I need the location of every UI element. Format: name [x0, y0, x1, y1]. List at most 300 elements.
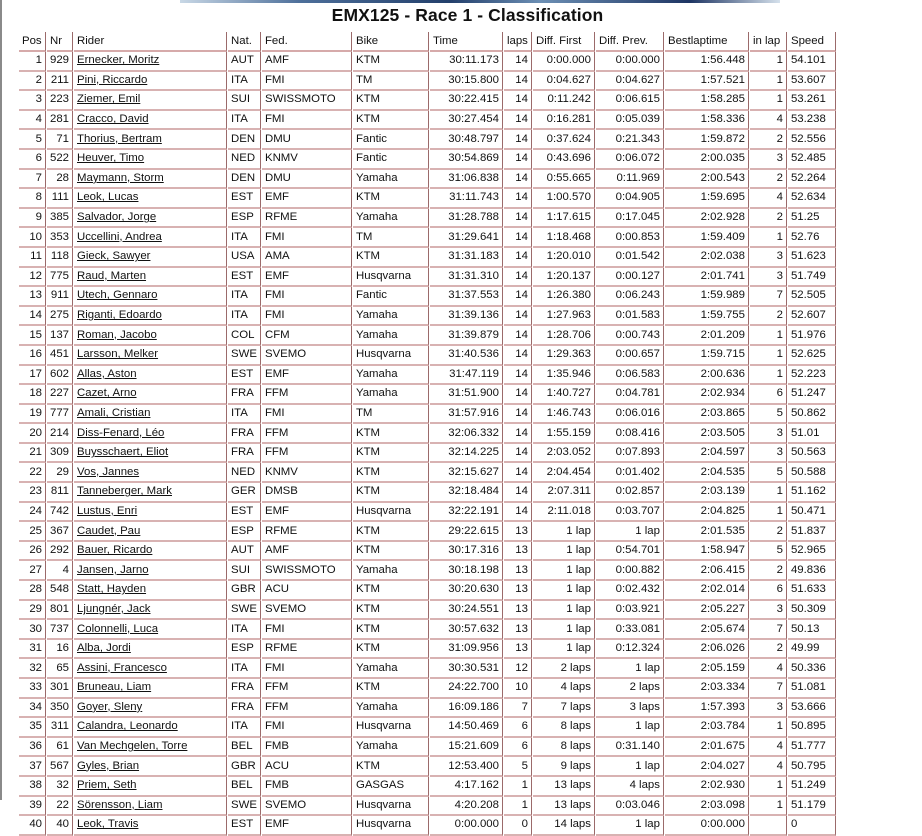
row-laps: 12	[504, 659, 532, 679]
row-bestlaptime: 2:02.934	[665, 385, 749, 405]
row-position: 19	[19, 405, 46, 425]
row-position: 36	[19, 738, 46, 758]
row-speed: 51.976	[788, 326, 836, 346]
row-in-lap: 2	[750, 307, 787, 327]
row-position: 3	[19, 91, 46, 111]
row-laps: 14	[504, 268, 532, 288]
table-row	[19, 542, 836, 562]
table-row	[19, 463, 836, 483]
rider-cell	[74, 228, 227, 248]
row-time: 30:27.454	[430, 111, 503, 131]
row-bestlaptime: 2:05.159	[665, 659, 749, 679]
row-position: 26	[19, 542, 46, 562]
row-bestlaptime: 2:01.741	[665, 268, 749, 288]
row-bestlaptime: 2:04.027	[665, 757, 749, 777]
row-diff-first: 2:11.018	[533, 503, 595, 523]
table-row	[19, 91, 836, 111]
row-bike: KTM	[353, 248, 429, 268]
rider-link[interactable]: Vos, Jannes	[77, 465, 140, 478]
row-laps: 14	[504, 503, 532, 523]
classification-table	[18, 32, 837, 836]
rider-link[interactable]: Uccellini, Andrea	[77, 230, 162, 243]
row-number: 911	[47, 287, 73, 307]
row-number: 292	[47, 542, 73, 562]
rider-link[interactable]: Bauer, Ricardo	[77, 544, 153, 557]
row-time: 30:30.531	[430, 659, 503, 679]
row-nationality: NED	[228, 463, 261, 483]
column-header-nr: Nr	[47, 32, 73, 52]
row-diff-first: 1:55.159	[533, 424, 595, 444]
row-diff-prev: 1 lap	[596, 718, 664, 738]
row-in-lap: 1	[750, 52, 787, 72]
row-nationality: EST	[228, 816, 261, 836]
row-speed: 0	[788, 816, 836, 836]
row-time: 0:00.000	[430, 816, 503, 836]
rider-cell	[74, 581, 227, 601]
row-speed: 49.99	[788, 640, 836, 660]
row-time: 32:06.332	[430, 424, 503, 444]
row-diff-first: 0:11.242	[533, 91, 595, 111]
row-time: 31:51.900	[430, 385, 503, 405]
row-in-lap: 4	[750, 659, 787, 679]
rider-cell	[74, 189, 227, 209]
row-federation: FFM	[262, 679, 352, 699]
rider-cell	[74, 522, 227, 542]
row-number: 567	[47, 757, 73, 777]
rider-cell	[74, 268, 227, 288]
row-nationality: EST	[228, 268, 261, 288]
rider-link[interactable]: Ernecker, Moritz	[77, 54, 160, 67]
row-federation: SVEMO	[262, 346, 352, 366]
row-diff-first: 1:20.010	[533, 248, 595, 268]
row-time: 30:48.797	[430, 130, 503, 150]
rider-link[interactable]: Tanneberger, Mark	[77, 485, 172, 498]
row-laps: 13	[504, 640, 532, 660]
rider-cell	[74, 718, 227, 738]
row-bestlaptime: 1:58.285	[665, 91, 749, 111]
row-nationality: AUT	[228, 52, 261, 72]
row-speed: 52.634	[788, 189, 836, 209]
row-diff-first: 13 laps	[533, 777, 595, 797]
rider-cell	[74, 385, 227, 405]
row-bestlaptime: 0:00.000	[665, 816, 749, 836]
row-laps: 14	[504, 405, 532, 425]
row-diff-prev: 0:00.127	[596, 268, 664, 288]
row-time: 12:53.400	[430, 757, 503, 777]
rider-link[interactable]: Lustus, Enri	[77, 504, 138, 517]
row-position: 31	[19, 640, 46, 660]
row-diff-prev: 0:11.969	[596, 170, 664, 190]
row-position: 7	[19, 170, 46, 190]
rider-link[interactable]: Alba, Jordi	[77, 642, 131, 655]
row-speed: 51.25	[788, 209, 836, 229]
rider-link[interactable]: Raud, Marten	[77, 269, 147, 282]
row-position: 20	[19, 424, 46, 444]
row-bestlaptime: 1:59.989	[665, 287, 749, 307]
table-row	[19, 405, 836, 425]
row-number: 118	[47, 248, 73, 268]
row-bestlaptime: 2:06.026	[665, 640, 749, 660]
table-row	[19, 483, 836, 503]
row-position: 16	[19, 346, 46, 366]
row-number: 16	[47, 640, 73, 660]
row-speed: 52.223	[788, 366, 836, 386]
row-speed: 52.607	[788, 307, 836, 327]
row-nationality: ESP	[228, 640, 261, 660]
row-nationality: FRA	[228, 385, 261, 405]
row-speed: 50.862	[788, 405, 836, 425]
rider-cell	[74, 463, 227, 483]
table-row	[19, 777, 836, 797]
row-federation: SWISSMOTO	[262, 561, 352, 581]
row-time: 30:17.316	[430, 542, 503, 562]
rider-link[interactable]: Larsson, Melker	[77, 348, 159, 361]
row-number: 4	[47, 561, 73, 581]
row-position: 32	[19, 659, 46, 679]
row-time: 31:28.788	[430, 209, 503, 229]
row-nationality: BEL	[228, 738, 261, 758]
row-speed: 50.13	[788, 620, 836, 640]
rider-link[interactable]: Goyer, Sleny	[77, 700, 143, 713]
row-bike: Fantic	[353, 150, 429, 170]
rider-cell	[74, 366, 227, 386]
row-bike: KTM	[353, 52, 429, 72]
row-position: 22	[19, 463, 46, 483]
row-bike: Yamaha	[353, 326, 429, 346]
row-diff-prev: 0:03.707	[596, 503, 664, 523]
row-diff-first: 8 laps	[533, 738, 595, 758]
row-laps: 14	[504, 307, 532, 327]
row-bike: KTM	[353, 463, 429, 483]
row-speed: 53.261	[788, 91, 836, 111]
row-diff-first: 1:18.468	[533, 228, 595, 248]
row-position: 25	[19, 522, 46, 542]
row-number: 29	[47, 463, 73, 483]
row-bike: KTM	[353, 444, 429, 464]
row-bike: Husqvarna	[353, 816, 429, 836]
row-bestlaptime: 2:01.209	[665, 326, 749, 346]
row-speed: 52.264	[788, 170, 836, 190]
row-laps: 14	[504, 385, 532, 405]
row-laps: 14	[504, 52, 532, 72]
row-in-lap: 5	[750, 542, 787, 562]
row-federation: FMI	[262, 72, 352, 92]
row-nationality: ITA	[228, 659, 261, 679]
row-time: 31:11.743	[430, 189, 503, 209]
row-nationality: USA	[228, 248, 261, 268]
row-number: 111	[47, 189, 73, 209]
row-laps: 14	[504, 326, 532, 346]
row-speed: 52.625	[788, 346, 836, 366]
row-speed: 50.471	[788, 503, 836, 523]
row-federation: DMU	[262, 170, 352, 190]
row-bestlaptime: 1:59.755	[665, 307, 749, 327]
table-row	[19, 150, 836, 170]
row-federation: FMI	[262, 659, 352, 679]
row-federation: EMF	[262, 189, 352, 209]
row-speed: 53.607	[788, 72, 836, 92]
row-diff-prev: 0:00.853	[596, 228, 664, 248]
row-nationality: SUI	[228, 561, 261, 581]
row-bestlaptime: 1:59.409	[665, 228, 749, 248]
row-in-lap: 3	[750, 424, 787, 444]
row-bike: Yamaha	[353, 699, 429, 719]
row-diff-first: 1 lap	[533, 601, 595, 621]
rider-cell	[74, 699, 227, 719]
row-number: 28	[47, 170, 73, 190]
row-position: 30	[19, 620, 46, 640]
rider-link[interactable]: Allas, Aston	[77, 367, 137, 380]
row-nationality: EST	[228, 503, 261, 523]
row-speed: 51.249	[788, 777, 836, 797]
rider-link[interactable]: Van Mechgelen, Torre	[77, 740, 188, 753]
row-laps: 14	[504, 346, 532, 366]
row-bestlaptime: 2:03.505	[665, 424, 749, 444]
row-diff-prev: 0:05.039	[596, 111, 664, 131]
row-laps: 14	[504, 366, 532, 386]
table-row	[19, 72, 836, 92]
row-number: 227	[47, 385, 73, 405]
table-body	[19, 52, 836, 836]
row-in-lap: 2	[750, 640, 787, 660]
row-in-lap: 1	[750, 346, 787, 366]
column-header-laps: laps	[504, 32, 532, 52]
row-bestlaptime: 2:00.636	[665, 366, 749, 386]
row-federation: RFME	[262, 522, 352, 542]
rider-link[interactable]: Bruneau, Liam	[77, 681, 152, 694]
table-row	[19, 307, 836, 327]
rider-link[interactable]: Jansen, Jarno	[77, 563, 149, 576]
row-diff-first: 1:00.570	[533, 189, 595, 209]
row-number: 385	[47, 209, 73, 229]
row-diff-prev: 2 laps	[596, 679, 664, 699]
row-nationality: SWE	[228, 797, 261, 817]
rider-link[interactable]: Calandra, Leonardo	[77, 720, 178, 733]
row-time: 30:24.551	[430, 601, 503, 621]
rider-cell	[74, 326, 227, 346]
row-laps: 14	[504, 287, 532, 307]
row-number: 311	[47, 718, 73, 738]
row-diff-first: 0:04.627	[533, 72, 595, 92]
row-time: 32:22.191	[430, 503, 503, 523]
rider-link[interactable]: Amali, Cristian	[77, 406, 151, 419]
row-nationality: SWE	[228, 346, 261, 366]
table-row	[19, 287, 836, 307]
row-bestlaptime: 2:04.597	[665, 444, 749, 464]
row-bestlaptime: 2:01.675	[665, 738, 749, 758]
rider-link[interactable]: Roman, Jacobo	[77, 328, 157, 341]
rider-link[interactable]: Leok, Lucas	[77, 191, 139, 204]
rider-cell	[74, 91, 227, 111]
row-number: 301	[47, 679, 73, 699]
rider-link[interactable]: Heuver, Timo	[77, 152, 145, 165]
row-number: 40	[47, 816, 73, 836]
rider-link[interactable]: Buysschaert, Eliot	[77, 446, 169, 459]
row-federation: EMF	[262, 503, 352, 523]
row-time: 30:57.632	[430, 620, 503, 640]
row-diff-first: 1:46.743	[533, 405, 595, 425]
row-number: 777	[47, 405, 73, 425]
row-diff-prev: 0:31.140	[596, 738, 664, 758]
rider-link[interactable]: Statt, Hayden	[77, 583, 147, 596]
row-number: 602	[47, 366, 73, 386]
row-position: 29	[19, 601, 46, 621]
row-laps: 14	[504, 91, 532, 111]
rider-link[interactable]: Diss-Fenard, Léo	[77, 426, 165, 439]
rider-link[interactable]: Cazet, Arno	[77, 387, 137, 400]
row-time: 14:50.469	[430, 718, 503, 738]
row-position: 37	[19, 757, 46, 777]
rider-link[interactable]: Colonnelli, Luca	[77, 622, 159, 635]
row-number: 522	[47, 150, 73, 170]
row-diff-prev: 0:04.905	[596, 189, 664, 209]
rider-cell	[74, 561, 227, 581]
row-diff-first: 1:20.137	[533, 268, 595, 288]
row-position: 5	[19, 130, 46, 150]
row-diff-first: 8 laps	[533, 718, 595, 738]
rider-link[interactable]: Thorius, Bertram	[77, 132, 162, 145]
row-laps: 14	[504, 150, 532, 170]
row-laps: 14	[504, 189, 532, 209]
rider-link[interactable]: Cracco, David	[77, 113, 149, 126]
row-bike: Husqvarna	[353, 797, 429, 817]
rider-link[interactable]: Gyles, Brian	[77, 759, 140, 772]
row-position: 34	[19, 699, 46, 719]
row-time: 31:09.956	[430, 640, 503, 660]
row-diff-prev: 0:00.000	[596, 52, 664, 72]
row-bike: TM	[353, 228, 429, 248]
column-header-pos: Pos	[19, 32, 46, 52]
row-diff-first: 0:00.000	[533, 52, 595, 72]
table-row	[19, 640, 836, 660]
rider-link[interactable]: Sörensson, Liam	[77, 798, 163, 811]
row-diff-first: 4 laps	[533, 679, 595, 699]
row-bike: Fantic	[353, 130, 429, 150]
rider-cell	[74, 777, 227, 797]
row-federation: KNMV	[262, 463, 352, 483]
row-bike: KTM	[353, 581, 429, 601]
row-time: 31:39.136	[430, 307, 503, 327]
rider-link[interactable]: Utech, Gennaro	[77, 289, 158, 302]
row-speed: 51.081	[788, 679, 836, 699]
row-in-lap: 2	[750, 561, 787, 581]
table-row	[19, 385, 836, 405]
row-federation: AMF	[262, 542, 352, 562]
row-diff-first: 7 laps	[533, 699, 595, 719]
row-speed: 51.749	[788, 268, 836, 288]
row-nationality: AUT	[228, 542, 261, 562]
row-federation: FMI	[262, 405, 352, 425]
rider-link[interactable]: Maymann, Storm	[77, 171, 164, 184]
row-bestlaptime: 2:01.535	[665, 522, 749, 542]
rider-link[interactable]: Riganti, Edoardo	[77, 309, 162, 322]
row-number: 353	[47, 228, 73, 248]
row-federation: AMF	[262, 52, 352, 72]
row-position: 38	[19, 777, 46, 797]
row-time: 30:15.800	[430, 72, 503, 92]
table-row	[19, 268, 836, 288]
row-bestlaptime: 1:58.336	[665, 111, 749, 131]
row-bestlaptime: 2:03.098	[665, 797, 749, 817]
row-nationality: FRA	[228, 444, 261, 464]
row-bike: KTM	[353, 189, 429, 209]
rider-cell	[74, 738, 227, 758]
rider-link[interactable]: Leok, Travis	[77, 818, 139, 831]
row-diff-first: 0:43.696	[533, 150, 595, 170]
row-diff-first: 2:03.052	[533, 444, 595, 464]
rider-link[interactable]: Gieck, Sawyer	[77, 250, 151, 263]
row-speed: 51.623	[788, 248, 836, 268]
row-federation: RFME	[262, 209, 352, 229]
rider-link[interactable]: Ziemer, Emil	[77, 93, 141, 106]
rider-cell	[74, 424, 227, 444]
table-row	[19, 816, 836, 836]
row-position: 18	[19, 385, 46, 405]
row-position: 24	[19, 503, 46, 523]
rider-cell	[74, 620, 227, 640]
rider-link[interactable]: Caudet, Pau	[77, 524, 141, 537]
row-bestlaptime: 2:00.035	[665, 150, 749, 170]
row-number: 71	[47, 130, 73, 150]
row-diff-first: 0:55.665	[533, 170, 595, 190]
row-in-lap: 7	[750, 679, 787, 699]
rider-link[interactable]: Assini, Francesco	[77, 661, 167, 674]
row-bestlaptime: 2:03.334	[665, 679, 749, 699]
row-diff-prev: 0:21.343	[596, 130, 664, 150]
row-federation: ACU	[262, 757, 352, 777]
row-diff-prev: 0:54.701	[596, 542, 664, 562]
row-diff-prev: 0:03.046	[596, 797, 664, 817]
row-bestlaptime: 2:02.014	[665, 581, 749, 601]
row-number: 32	[47, 777, 73, 797]
row-laps: 14	[504, 209, 532, 229]
row-speed: 51.633	[788, 581, 836, 601]
row-bike: Fantic	[353, 287, 429, 307]
row-nationality: COL	[228, 326, 261, 346]
table-row	[19, 718, 836, 738]
row-position: 21	[19, 444, 46, 464]
rider-link[interactable]: Salvador, Jorge	[77, 211, 157, 224]
row-speed: 50.309	[788, 601, 836, 621]
row-federation: FMI	[262, 228, 352, 248]
rider-link[interactable]: Priem, Seth	[77, 779, 137, 792]
row-nationality: SUI	[228, 91, 261, 111]
row-diff-prev: 0:06.016	[596, 405, 664, 425]
row-position: 9	[19, 209, 46, 229]
row-federation: EMF	[262, 268, 352, 288]
row-in-lap: 3	[750, 699, 787, 719]
row-laps: 13	[504, 601, 532, 621]
row-diff-prev: 0:33.081	[596, 620, 664, 640]
row-diff-prev: 3 laps	[596, 699, 664, 719]
row-diff-prev: 0:00.657	[596, 346, 664, 366]
row-in-lap: 1	[750, 72, 787, 92]
column-header-bike: Bike	[353, 32, 429, 52]
row-position: 39	[19, 797, 46, 817]
row-diff-first: 1 lap	[533, 561, 595, 581]
rider-link[interactable]: Pini, Riccardo	[77, 73, 148, 86]
row-number: 367	[47, 522, 73, 542]
row-nationality: ITA	[228, 287, 261, 307]
row-time: 32:18.484	[430, 483, 503, 503]
row-in-lap: 2	[750, 522, 787, 542]
row-nationality: ITA	[228, 620, 261, 640]
row-in-lap: 3	[750, 150, 787, 170]
row-in-lap: 1	[750, 228, 787, 248]
rider-link[interactable]: Ljungnér, Jack	[77, 602, 151, 615]
row-diff-first: 9 laps	[533, 757, 595, 777]
row-bike: KTM	[353, 620, 429, 640]
